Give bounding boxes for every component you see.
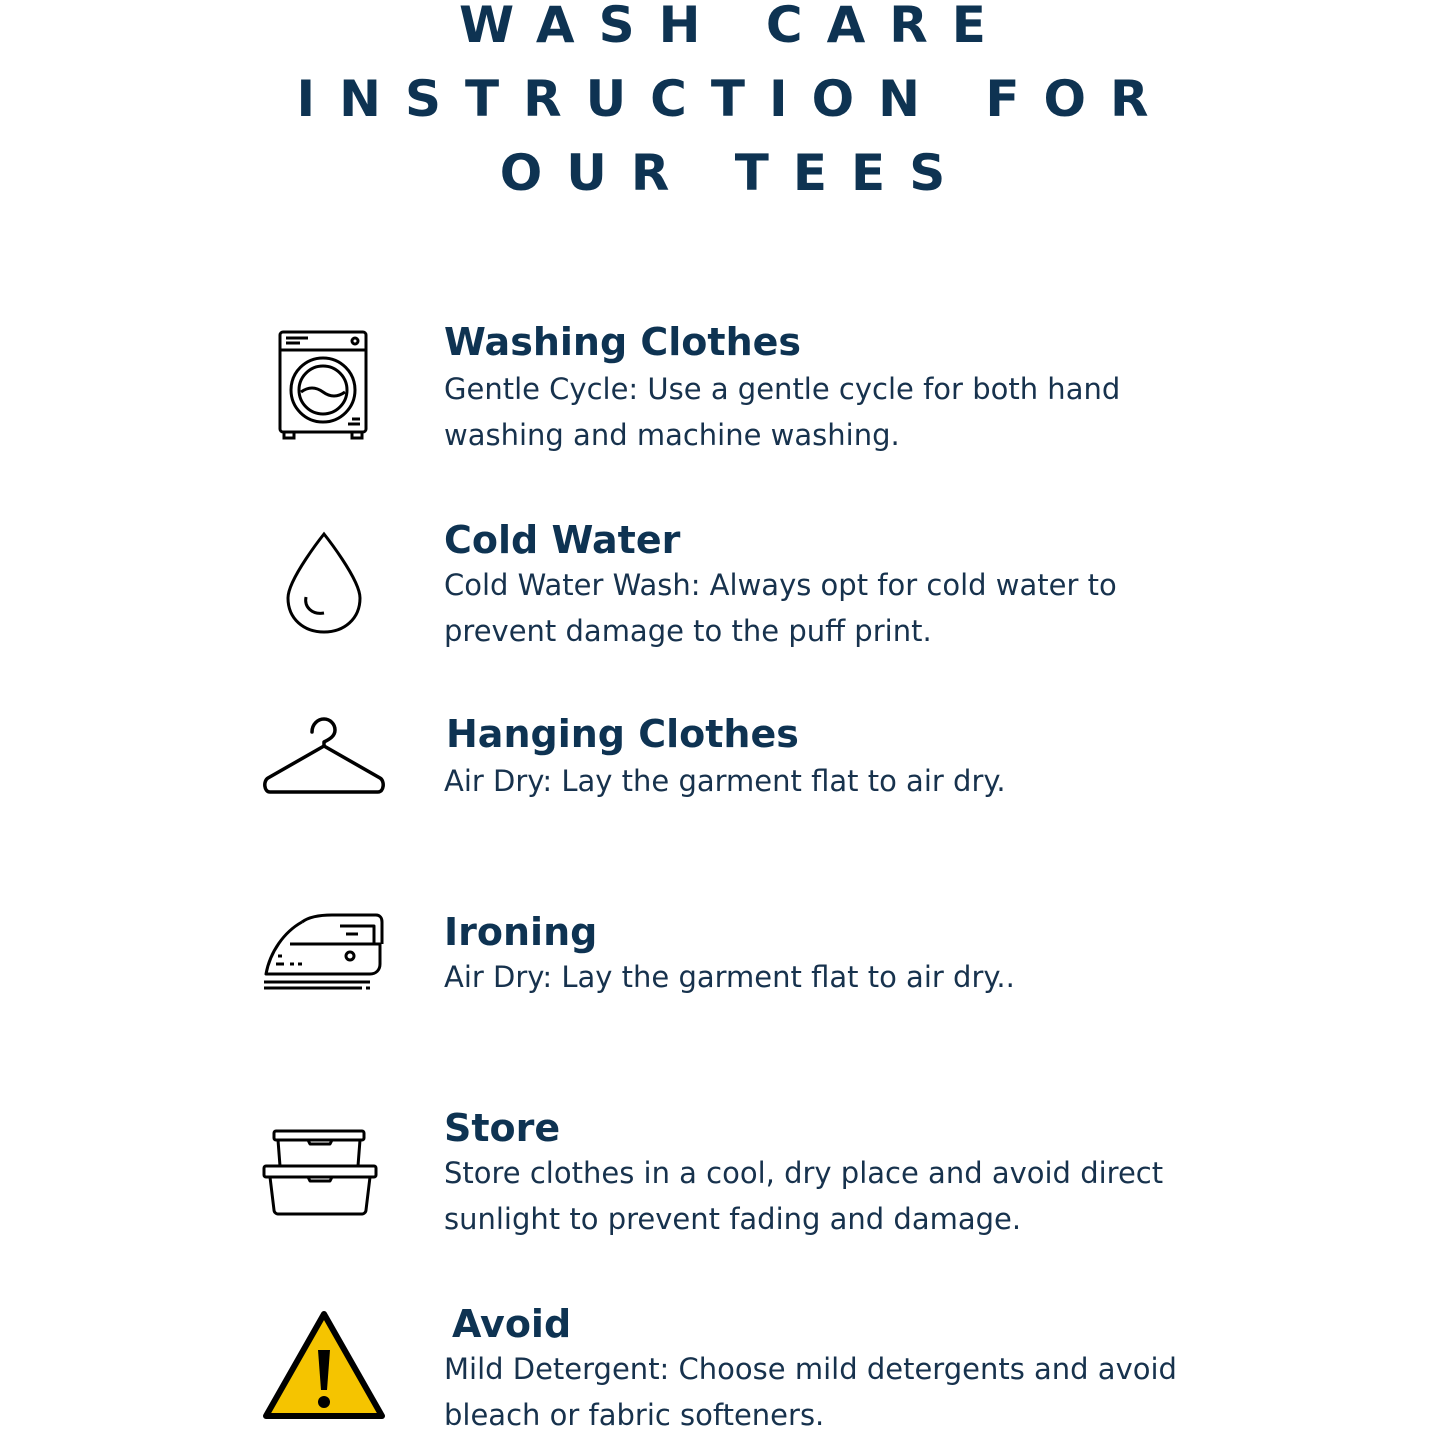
title-line-3: OUR TEES [499,144,970,202]
item-heading: Ironing [444,910,598,954]
iron-icon [262,912,384,992]
item-heading: Store [444,1106,561,1150]
item-description: Mild Detergent: Choose mild detergents and avoid bleach or fabric softeners. [444,1352,1177,1432]
page-title [0,0,1445,210]
water-drop-icon [284,531,364,635]
warning-icon [262,1310,386,1422]
item-description: Air Dry: Lay the garment flat to air dry.. [444,960,1015,994]
item-description: Gentle Cycle: Use a gentle cycle for both hand washing and machine washing. [444,372,1121,452]
storage-box-icon [262,1128,378,1216]
item-heading: Washing Clothes [444,320,802,364]
hanger-icon [262,716,386,796]
item-heading: Cold Water [444,518,681,562]
title-line-1: WASH CARE [459,0,1010,54]
item-description: Cold Water Wash: Always opt for cold water to prevent damage to the puff print. [444,568,1117,648]
item-description: Store clothes in a cool, dry place and avoid direct sunlight to prevent fading and damage. [444,1156,1164,1236]
item-heading: Hanging Clothes [446,712,799,756]
item-heading: Avoid [452,1302,572,1346]
item-description: Air Dry: Lay the garment flat to air dry. [444,764,1006,798]
title-line-2: INSTRUCTION FOR [296,70,1173,128]
washing-machine-icon [278,330,370,442]
